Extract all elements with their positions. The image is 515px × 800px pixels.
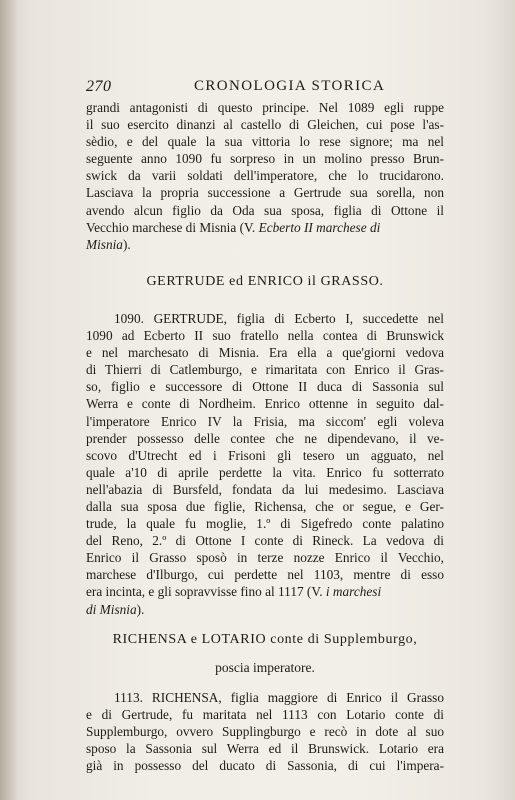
text-line (86, 583, 444, 600)
italic-reference: di Misnia (86, 601, 137, 617)
text-line: seguente anno 1090 fu sorpreso in un molino presso Brun- (86, 151, 444, 167)
italic-reference: Misnia (86, 236, 123, 252)
text-line: 1090 ad Ecberto II suo fratello nella contea di Brunswick (86, 328, 444, 344)
italic-reference: i marchesi (325, 584, 382, 600)
section-heading-gertrude: GERTRUDE ed ENRICO il GRASSO. (146, 273, 384, 289)
text-line: so, figlio e successore di Ottone II duca di Sassonia sul (86, 379, 444, 395)
running-head: CRONOLOGIA STORICA (194, 78, 386, 94)
text-line: sposo la Sassonia sul Werra ed il Brunswick. Lotario era (86, 741, 444, 757)
text-line: grandi antagonisti di questo principe. Nel 1089 egli ruppe (86, 100, 444, 115)
text-line: Enrico il Grasso sposò in terze nozze Enrico il Vecchio, (86, 550, 444, 566)
text-line: l'imperatore Enrico IV la Frisia, ma siccom' egli voleva (86, 413, 444, 429)
text-line: trude, la quale fu moglie, 1.º di Sigefredo conte palatino (86, 516, 444, 532)
section-heading-richensa: RICHENSA e LOTARIO conte di Supplemburgo, (112, 631, 418, 647)
text-line: già in possesso del ducato di Sassonia, di cui l'impera- (86, 758, 444, 774)
text-line: swick da varii soldati dell'imperatore, che lo trucidarono. (86, 168, 444, 184)
text-line: quale a'10 di aprile perdette la vita. Enrico fu sotterrato (86, 464, 444, 480)
paragraph-ecberto-end (86, 99, 444, 253)
text-line (86, 236, 444, 253)
text-line: 1090. GERTRUDE, figlia di Ecberto I, succedette nel (114, 310, 444, 326)
text-line: del Reno, 2.º di Ottone I conte di Rineck. La vedova di (86, 533, 444, 549)
italic-reference: Ecberto II marchese di (258, 219, 381, 235)
text-line: di Thierri di Catlemburgo, e rimaritata con Enrico il Gras- (86, 362, 444, 378)
paragraph-gertrude (86, 310, 444, 618)
text-run: Vecchio marchese di Misnia (V. (86, 219, 259, 235)
text-line (86, 219, 444, 236)
page-body (86, 99, 444, 774)
text-line: il suo esercito dinanzi al castello di Gleichen, cui pose l'as- (86, 117, 444, 133)
text-line: Supplemburgo, ovvero Supplingburgo e recò in dote al suo (86, 724, 444, 739)
text-line: dalla sua sposa due figlie, Richensa, che or segue, e Ger- (86, 498, 444, 514)
text-line: prender possesso delle contee che ne dipendevano, il ve- (86, 430, 444, 446)
text-line: Lasciava la propria successione a Gertrude sua sorella, non (86, 185, 444, 201)
section-subheading: poscia imperatore. (215, 659, 315, 675)
gutter-shadow (0, 0, 18, 800)
text-run: era incinta, e gli sopravvisse fino al 1117 (V. (86, 584, 326, 600)
text-line: nell'abazia di Bursfeld, fondata da lui medesimo. Lasciava (86, 481, 444, 497)
text-run: ). (122, 236, 131, 252)
page-header (86, 78, 416, 98)
text-line: 1113. RICHENSA, figlia maggiore di Enrico il Grasso (114, 689, 444, 705)
text-line: e di Gertrude, fu maritata nel 1113 con Lotario conte di (86, 706, 444, 722)
text-run: ). (136, 601, 145, 617)
text-line: scovo d'Utrecht ed i Frisoni gli tesero un agguato, nel (86, 447, 444, 463)
paragraph-richensa (86, 689, 444, 774)
text-line (86, 601, 444, 618)
text-line: sèdio, e del quale la sua vittoria lo rese signore; ma nel (86, 134, 444, 150)
page-number: 270 (86, 78, 112, 95)
text-line: marchese d'Ilburgo, cui perdette nel 1103, mentre di esso (86, 567, 444, 583)
text-line: avendo alcun figlio da Oda sua sposa, figlia di Ottone il (86, 202, 444, 218)
text-line: e nel marchesato di Misnia. Era ella a que'giorni vedova (86, 345, 444, 361)
text-line: Werra e conte di Nordheim. Enrico ottenne in seguito dal- (86, 396, 444, 412)
